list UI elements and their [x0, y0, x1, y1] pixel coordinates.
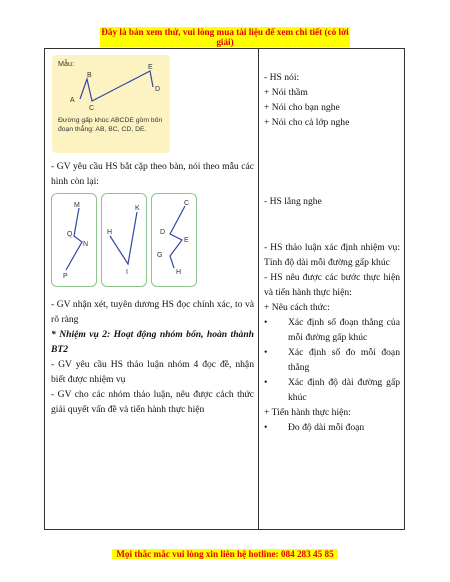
- student-listen: - HS lắng nghe: [264, 196, 322, 207]
- banner-top: Đây là bản xem thử, vui lòng mua tài liệu để xem chi tiết (có lời giải): [101, 27, 349, 47]
- teacher-instruction-1: - GV yêu cầu HS bắt cặp theo bàn, nói theo mẫu các hình còn lại:: [51, 161, 254, 187]
- bullet-3-text: Xác định độ dài đường gấp khúc: [288, 377, 400, 403]
- sample-label-a: A: [70, 97, 75, 104]
- fig3-label-d: D: [160, 229, 166, 236]
- sample-polyline-diagram: [52, 55, 170, 153]
- bullet-4-text: Đo độ dài mỗi đoạn: [288, 422, 365, 433]
- figure-cdegh: [151, 193, 197, 287]
- sample-label-e: E: [148, 64, 153, 71]
- banner-bottom: Mọi thắc mắc vui lòng xin liên hệ hotline: 084 283 45 85: [112, 549, 338, 559]
- fig2-label-k: K: [135, 205, 140, 212]
- sample-label-d: D: [155, 86, 161, 93]
- student-discuss: - HS thảo luận xác định nhiệm vụ: Tính độ dài mỗi đường gấp khúc: [264, 242, 400, 268]
- sample-title: Mẫu:: [58, 59, 74, 68]
- exercise-figures: [51, 193, 254, 293]
- bullet-dot: •: [264, 317, 268, 328]
- student-column: [264, 49, 400, 435]
- bullet-1: [264, 315, 400, 345]
- bullet-2-text: Xác định số đo mỗi đoạn thẳng: [288, 347, 400, 373]
- fig2-label-i: I: [126, 269, 128, 276]
- fig3-label-g: G: [157, 252, 163, 259]
- sample-label-c: C: [89, 105, 95, 112]
- bullet-2: [264, 345, 400, 375]
- student-method-heading: + Nêu cách thức:: [264, 302, 330, 313]
- lesson-table: [44, 48, 405, 530]
- figure-khi: [101, 193, 147, 287]
- bullet-1-text: Xác định số đoạn thẳng của mỗi đường gấp khúc: [288, 317, 400, 343]
- sample-label-b: B: [87, 72, 92, 79]
- sample-figure: [52, 55, 170, 153]
- fig1-label-p: P: [63, 273, 68, 280]
- bullet-dot: •: [264, 377, 268, 388]
- bullet-3: [264, 375, 400, 405]
- student-speak: - HS nói:: [264, 72, 300, 83]
- fig3-label-c: C: [184, 200, 190, 207]
- fig3-label-e: E: [184, 237, 189, 244]
- column-divider: [258, 49, 259, 529]
- bullet-dot: •: [264, 347, 268, 358]
- figure-mqnp: [51, 193, 97, 287]
- teacher-column: [51, 55, 254, 417]
- student-speak-1: + Nói thầm: [264, 87, 308, 98]
- student-execute-heading: + Tiến hành thực hiện:: [264, 407, 351, 418]
- fig1-label-q: Q: [67, 231, 73, 238]
- task-2-heading: * Nhiệm vụ 2: Hoạt động nhóm bốn, hoàn thành BT2: [51, 329, 254, 355]
- teacher-instruction-4: - GV cho các nhóm thảo luận, nêu được cách thức giải quyết vấn đề và tiến hành thực hiện: [51, 389, 254, 415]
- teacher-instruction-3: - GV yêu cầu HS thảo luận nhóm 4 đọc đề, nhận biết được nhiệm vụ: [51, 359, 254, 385]
- bullet-4: [264, 420, 400, 435]
- student-steps: - HS nêu được các bước thực hiện và tiến hành thực hiện:: [264, 272, 400, 298]
- fig1-label-m: M: [74, 202, 80, 209]
- fig2-label-h: H: [107, 229, 113, 236]
- fig3-label-h: H: [176, 269, 182, 276]
- bullet-dot: •: [264, 422, 268, 433]
- teacher-instruction-2: - GV nhận xét, tuyên dương HS đọc chính xác, to và rõ ràng: [51, 299, 254, 325]
- student-speak-3: + Nói cho cả lớp nghe: [264, 117, 350, 128]
- fig1-label-n: N: [83, 241, 89, 248]
- student-speak-2: + Nói cho bạn nghe: [264, 102, 340, 113]
- sample-description: Đường gấp khúc ABCDE gồm bốn đoạn thẳng: AB, BC, CD, DE.: [58, 117, 163, 133]
